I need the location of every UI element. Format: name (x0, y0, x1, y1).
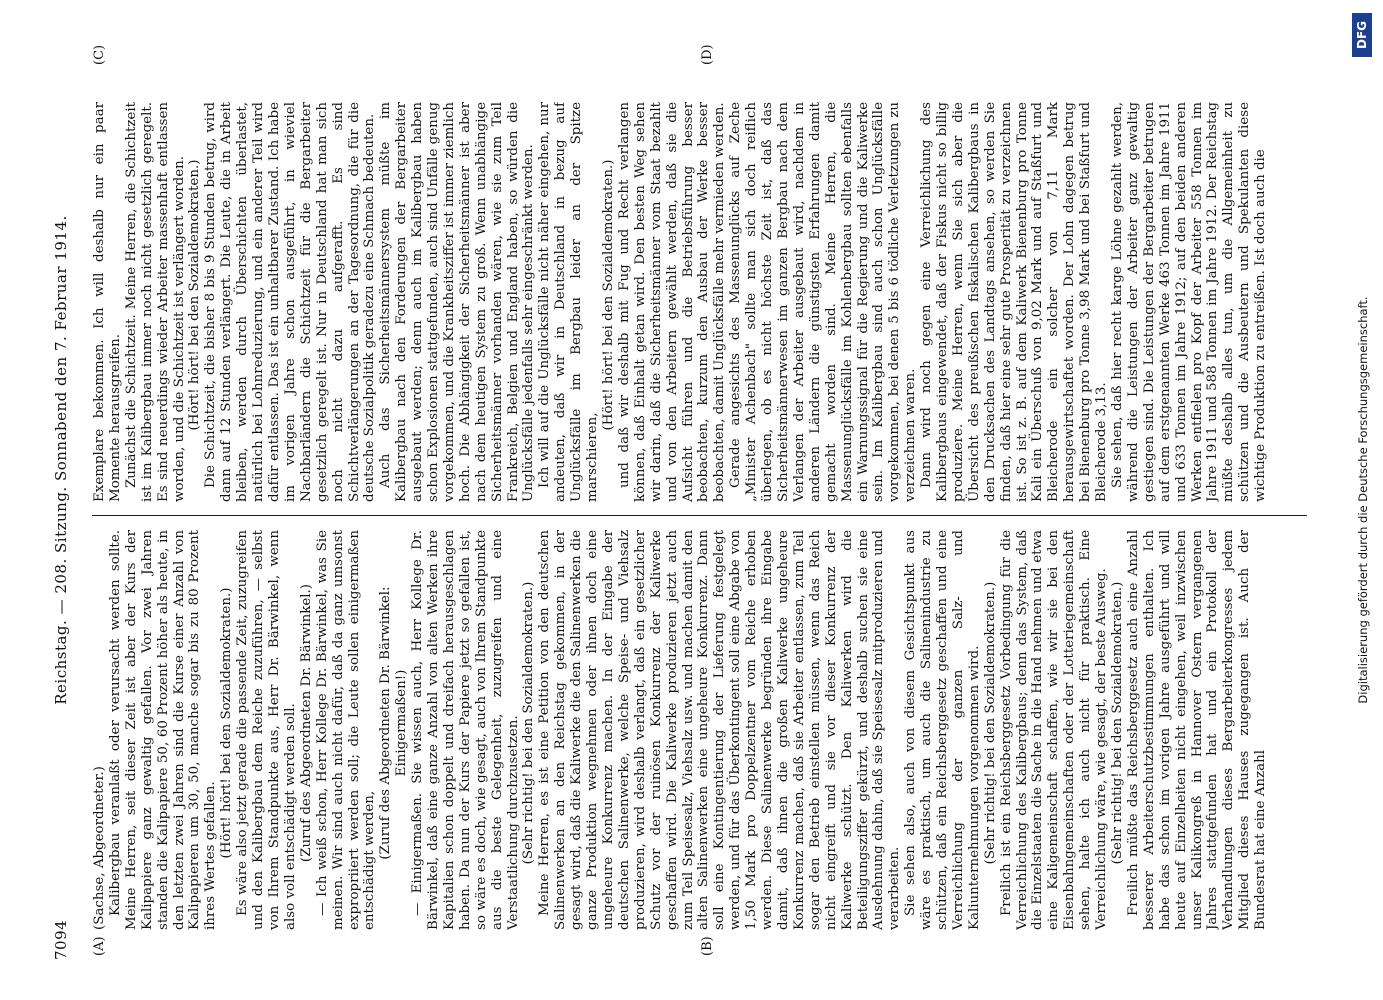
paragraph: Freilich müßte das Reichsberggesetz auch eine Anzahl besserer Arbeiterschutzbestimmungen enthalten. Ich habe das schon im vorigen Jahre ausgeführt und will heute auf Einzelheiten nicht eingehen, weil inzwischen unser Kalikongreß in Hannover Ostern vergangenen Jahres stattgefunden hat und ein Protokoll der Verhandlungen dieses Bergarbeiterkongresses jedem Mitglied dieses Hauses zugegangen ist. Auch der Bundesrat hat eine Anzahl (1125, 530, 1269, 930)
paragraph: — Ich weiß schon, Herr Kollege Dr. Bärwinkel, was Sie meinen. Wir sind auch nicht dafür, daß da ganz umsonst expropriiert werden soll; die Leute sollen einigermaßen entschädigt werden, (314, 530, 378, 930)
paragraph: (Hört! hört! bei den Sozialdemokraten.) (219, 587, 235, 859)
paragraph: (Sehr richtig! bei den Sozialdemokraten.) (521, 581, 537, 865)
paragraph: Freilich ist ein Reichsberggesetz Vorbedingung für die Verreichlichung des Kalibergbaus; denn das System, daß die Einzelstaaten die Sache in die Hand nehmen und etwa eine Kaligemeinschaft schaffen, wie wir sie bei den Eisenbahngemeinschaften oder der Lotteriegemeinschaft sehen, halte ich auch nicht für praktisch. Eine Verreichlichung wäre, wie gesagt, der beste Ausweg. (998, 530, 1110, 930)
paragraph: Auch das Sicherheitsmännersystem müßte im Kalibergbau nach den Forderungen der Bergarbeiter ausgebaut werden; denn auch im Kalibergbau haben schon Explosionen stattgefunden, auch sind Unfälle genug vorgekommen, und die Krankheitsziffer ist immer ziemlich hoch. Die Abhängigkeit der Sicherheitsmänner ist aber nach dem heutigen System zu groß. Wenn unabhängige Sicherheitsmänner vorhanden wären, wie sie zum Teil Frankreich, Belgien und England haben, so würden die Unglücksfälle jedenfalls sehr eingeschränkt werden. (378, 102, 537, 502)
margin-marker-b: (B) (700, 936, 715, 956)
paragraph: Dann wird noch gegen eine Verreichlichung des Kalibergbaus eingewendet, daß der Fiskus nicht so billig produziere. Meine Herren, wenn Sie sich aber die Übersicht des preußischen fiskalischen Kalibergbaus in den Drucksachen des Landtags ansehen, so werden Sie finden, daß hier eine sehr gute Prosperität zu verzeichnen ist. So ist z. B. auf dem Kaliwerk Bienenburg pro Tonne Kali ein Überschuß von 9,02 Mark und auf Staßfurt und Bleicherode ein solcher von 7,11 Mark herausgewirtschaftet worden. Der Lohn dagegen betrug bei Bienenburg pro Tonne 3,98 Mark und bei Staßfurt und Bleicherode 3,13. (919, 102, 1110, 502)
paragraph: Meine Herren, es ist eine Petition von den deutschen Salinenwerken an den Reichstag gekommen, in der gesagt wird, daß die Kaliwerke die den Salinenwerken die ganze Produktion wegnehmen oder ihnen doch eine ungeheure Konkurrenz machen. In der Eingabe der deutschen Salinenwerke, welche Speise- und Viehsalz produzieren, wird deshalb verlangt, daß ein gesetzlicher Schutz vor der ruinösen Konkurrenz der Kaliwerke geschaffen wird. Die Kaliwerke produzieren jetzt auch zum Teil Speisesalz, Viehsalz usw. und machen damit den alten Salinenwerken eine ungeheure Konkurrenz. Dann soll eine Kontingentierung der Lieferung festgelegt werden, und für das Überkontingent soll eine Abgabe von 1,50 Mark pro Doppelzentner vom Reiche erhoben werden. Diese Salinenwerke begründen ihre Eingabe damit, daß ihnen die großen Kaliwerke ungeheure Konkurrenz machen, daß sie Arbeiter entlassen, zum Teil sogar den Betrieb einstellen müssen, wenn das Reich nicht eingreift und sie vor dieser Konkurrenz der Kaliwerke schützt. Den Kaliwerken wird die Beteiligungsziffer gekürzt, und deshalb suchen sie eine Ausdehnung dahin, daß sie Speisesalz mitproduzieren und verarbeiten. (537, 530, 903, 930)
column-divider (92, 515, 1307, 516)
paragraph: Kalibergbau veranlaßt oder verursacht werden sollte. Meine Herren, seit dieser Zeit ist aber der Kurs der Kalipapiere ganz gewaltig gefallen. Vor zwei Jahren standen die Kalipapiere 50, 60 Prozent höher als heute, in den letzten zwei Jahren sind die Kurse einer Anzahl von Kalipapieren um 30, 50, manche sogar bis zu 80 Prozent ihres Wertes gefallen. (107, 530, 219, 930)
paragraph: (Sehr richtig! bei den Sozialdemokraten.) (982, 581, 998, 865)
paragraph: Zunächst die Schichtzeit. Meine Herren, die Schichtzeit ist im Kalibergbau immer noch nicht gesetzlich geregelt. Es sind neuerdings wieder Arbeiter massenhaft entlassen worden, und die Schichtzeit ist verlängert worden. (123, 102, 187, 502)
paragraph: Sie sehen, daß hier recht karge Löhne gezahlt werden, während die Leistungen der Arbeiter ganz gewaltig gestiegen sind. Die Leistungen der Bergarbeiter betrugen auf dem erstgenannten Werke 463 Tonnen im Jahre 1911 und 633 Tonnen im Jahre 1912; auf den beiden anderen Werken entfielen pro Kopf der Arbeiter 558 Tonnen im Jahre 1911 und 588 Tonnen im Jahre 1912. Der Reichstag müßte deshalb alles tun, um die Allgemeinheit zu schützen und die Ausbeutern und Spekulanten diese wichtige Produktion zu entreißen. Ist doch auch die (1110, 102, 1269, 502)
paragraph: (Hört! hört! bei den Sozialdemokraten.) (187, 159, 203, 431)
paragraph: Sie sehen also, auch von diesem Gesichtspunkt aus wäre es praktisch, um auch die Salinenindustrie zu schützen, daß ein Reichsberggesetz geschaffen und eine Verreichlichung der ganzen Salz- und Kaliunternehmungen vorgenommen wird. (903, 530, 982, 930)
right-column (92, 102, 1307, 502)
paragraph: Ich will auf die Unglücksfälle nicht näher eingehen, nur andeuten, daß wir in Deutschland in bezug auf Unglücksfälle im Bergbau leider an der Spitze marschieren, (537, 102, 601, 502)
paragraph: (Zuruf des Abgeordneten Dr. Bärwinkel.) (298, 583, 314, 863)
dfg-logo: DFG (1352, 13, 1372, 57)
paragraph: und daß wir deshalb mit Fug und Recht verlangen können, daß Einhalt getan wird. Den besten Weg sehen wir darin, daß die Sicherheitsmänner vom Staat bezahlt und von den Arbeitern gewählt werden, daß sie die Aufsicht führen und die Betriebsführung besser beobachten, kurzum den Ausbau der Werke besser beobachten, damit Unglücksfälle mehr vermieden werden. (616, 102, 728, 502)
margin-marker-d: (D) (700, 44, 715, 65)
paragraph: Gerade angesichts des Massenunglücks auf Zeche „Minister Achenbach" sollte man sich doch reiflich überlegen, ob es nicht höchste Zeit ist, daß das Sicherheitsmännerwesen im ganzen Bergbau nach dem Verlangen der Arbeiter ausgebaut wird, nachdem in anderen Ländern die günstigsten Erfahrungen damit gemacht worden sind. Meine Herren, die Massenunglücksfälle im Kohlenbergbau sollten ebenfalls ein Warnungssignal für die Regierung und die Kaliwerke sein. Im Kalibergbau sind auch schon Unglücksfälle vorgekommen, bei denen 5 bis 6 tödliche Verletzungen zu verzeichnen waren. (728, 102, 919, 502)
paragraph: Es wäre also jetzt gerade die passende Zeit, zuzugreifen und den Kalibergbau dem Reiche zuzuführen, — selbst von Ihrem Standpunkte aus, Herr Dr. Bärwinkel, wenn also voll entschädigt werden soll. (235, 530, 298, 930)
margin-marker-c: (C) (92, 44, 107, 65)
paragraph: (Sachse, Abgeordneter.) (92, 766, 107, 930)
paragraph: (Hört! hört! bei den Sozialdemokraten.) (601, 159, 616, 431)
left-column (92, 530, 1307, 930)
running-title: Reichstag. — 208. Sitzung. Sonnabend den 7. Februar 1914. (52, 215, 70, 705)
digitization-credit: Digitalisierung gefördert durch die Deutsche Forschungsgemeinschaft. (1356, 296, 1370, 704)
paragraph: Einigermaßen!) (394, 669, 410, 777)
paragraph: Exemplare bekommen. Ich will deshalb nur ein paar Momente herausgreifen. (92, 102, 123, 502)
paragraph: — Einigermaßen. Sie wissen auch, Herr Kollege Dr. Bärwinkel, daß eine ganze Anzahl von alten Werken ihre Kapitalien schon doppelt und dreifach herausgeschlagen haben. Da nun der Kurs der Papiere jetzt so gefallen ist, so wäre es doch, wie gesagt, auch von Ihrem Standpunkte aus die beste Gelegenheit, zuzugreifen und eine Verstaatlichung durchzusetzen. (410, 530, 521, 930)
paragraph: (Sehr richtig! bei den Sozialdemokraten.) (1110, 581, 1125, 865)
margin-marker-a: (A) (92, 936, 107, 956)
paragraph: Die Schichtzeit, die bisher 8 bis 9 Stunden betrug, wird dann auf 12 Stunden verlängert. Die Leute, die in Arbeit bleiben, werden durch Überschichten überlastet, natürlich bei Lohnreduzierung, und ein anderer Teil wird dafür entlassen. Das ist ein unhaltbarer Zustand. Ich habe im vorigen Jahre schon ausgeführt, in wieviel Nachbarländern die Schichtzeit für die Bergarbeiter gesetzlich geregelt ist. Nur in Deutschland hat man sich noch nicht dazu aufgerafft. Es sind Schichtverlängerungen an der Tagesordnung, die für die deutsche Sozialpolitik geradezu eine Schmach bedeuten. (203, 102, 378, 502)
page-number: 7094 (52, 919, 70, 960)
paragraph: (Zuruf des Abgeordneten Dr. Bärwinkel: (378, 586, 394, 860)
page-header (52, 60, 82, 960)
